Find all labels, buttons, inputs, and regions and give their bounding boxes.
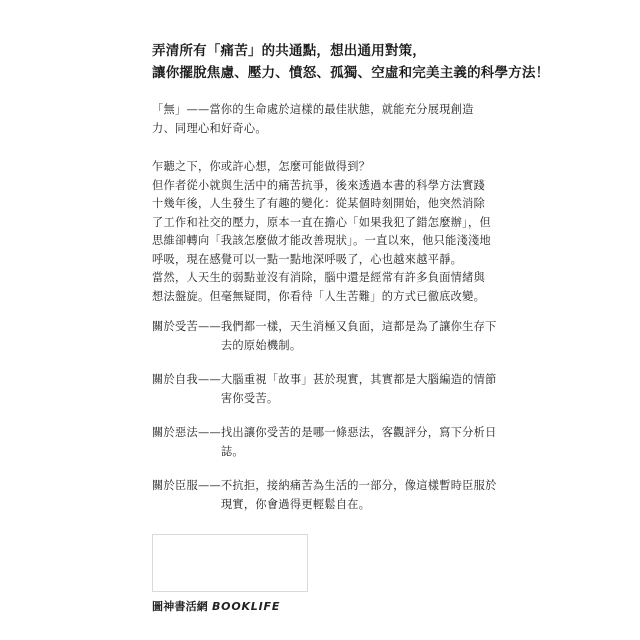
key-point-desc: 我們都一樣，天生消極又負面，這都是為了讓你生存下去的原始機制。 bbox=[220, 320, 497, 352]
key-points-list bbox=[152, 318, 502, 530]
story-section bbox=[152, 158, 492, 306]
key-point-term: 關於受苦—— bbox=[152, 320, 221, 333]
key-point-term: 關於臣服—— bbox=[152, 479, 221, 492]
headline-line-2: 讓你擺脫焦慮、壓力、憤怒、孤獨、空虛和完美主義的科學方法！ bbox=[152, 65, 550, 81]
brand-name-zh: 圖神書活網 bbox=[152, 600, 208, 613]
brand-name-en: BOOKLIFE bbox=[212, 600, 281, 613]
key-point-term: 關於自我—— bbox=[152, 373, 221, 386]
key-point-self bbox=[152, 371, 502, 408]
story-paragraph-3: 當然，人天生的弱點並沒有消除，腦中還是經常有許多負面情緒與想法盤旋。但毫無疑問，你看待「人生苦難」的方式已徹底改變。 bbox=[152, 271, 486, 303]
key-point-suffering bbox=[152, 318, 502, 355]
story-paragraph-2: 但作者從小就與生活中的痛苦抗爭，後來透過本書的科學方法實踐十幾年後，人生發生了有趣的變化：從某個時刻開始，他突然消除了工作和社交的壓力，原本一直在擔心「如果我犯了錯怎麼辦」，但思維卻轉向「我該怎麼做才能改善現狀」。一直以來，他只能淺淺地呼吸，現在感覺可以一點一點地深呼吸了，心也越來越平靜。 bbox=[152, 178, 492, 266]
headline-line-1: 弄清所有「痛苦」的共通點，想出通用對策， bbox=[152, 43, 426, 59]
blank-image-box bbox=[152, 534, 308, 592]
key-point-surrender bbox=[152, 477, 502, 514]
key-point-desc: 不抗拒，接納痛苦為生活的一部分，像這樣暫時臣服於現實，你會過得更輕鬆自在。 bbox=[220, 479, 497, 511]
key-point-term: 關於惡法—— bbox=[152, 426, 221, 439]
headline bbox=[152, 40, 622, 84]
key-point-desc: 大腦重視「故事」甚於現實，其實都是大腦編造的情節害你受苦。 bbox=[220, 373, 497, 405]
key-point-desc: 找出讓你受苦的是哪一條惡法，客觀評分，寫下分析日誌。 bbox=[220, 426, 497, 458]
key-point-bad-law bbox=[152, 424, 502, 461]
brand-watermark bbox=[152, 598, 280, 614]
story-paragraph-1: 乍聽之下，你或許心想，怎麼可能做得到？ bbox=[152, 160, 371, 173]
intro-paragraph: 「無」——當你的生命處於這樣的最佳狀態，就能充分展現創造力、同理心和好奇心。 bbox=[152, 103, 474, 135]
